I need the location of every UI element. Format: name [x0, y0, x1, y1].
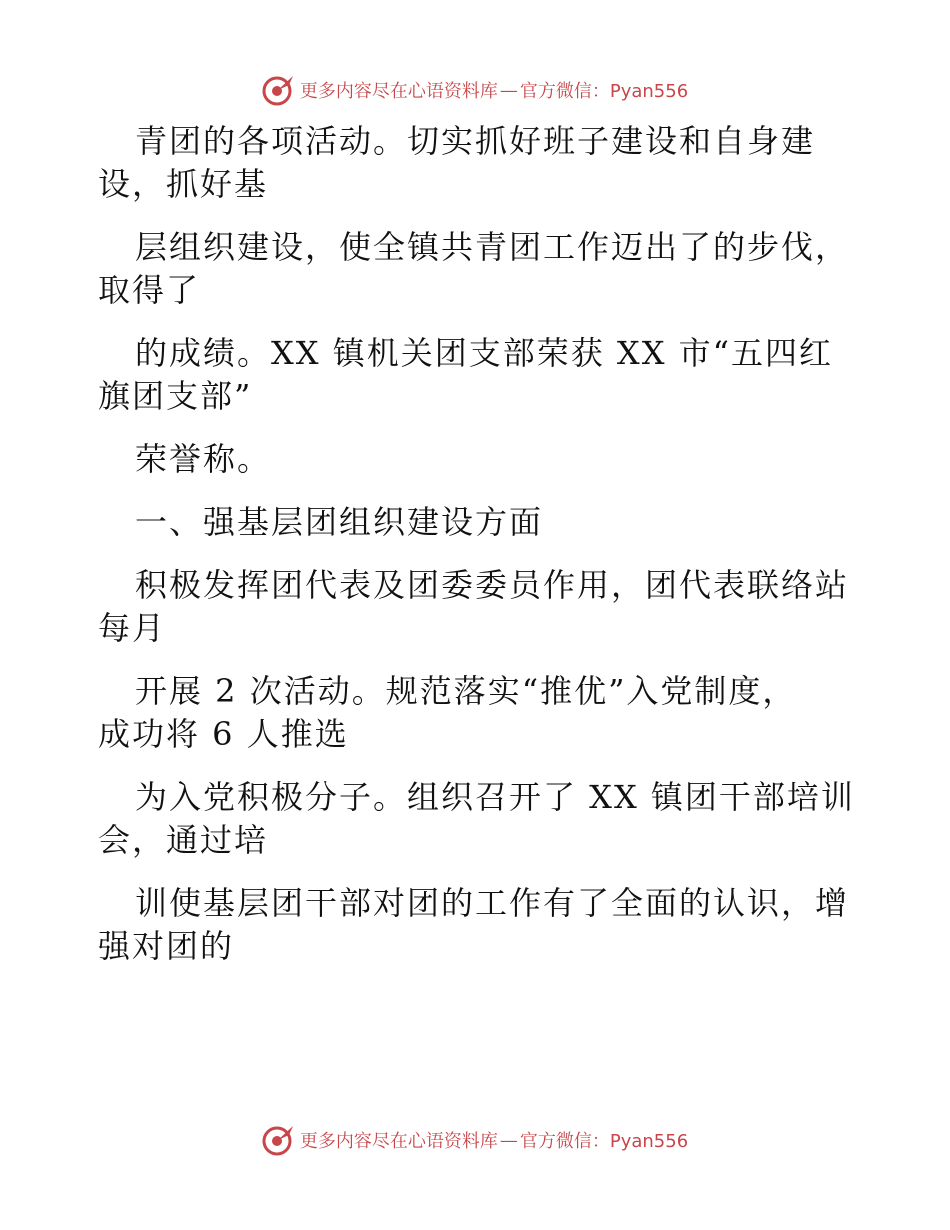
header-brand-text: 更多内容尽在心语资料库 [299, 81, 498, 102]
body-line-12: 成功将 6 人推选 [98, 715, 349, 753]
body-line-11: 开展 2 次活动。规范落实“推优”入党制度， [135, 672, 797, 710]
body-line-13: 为入党积极分子。组织召开了 XX 镇团干部培训 [135, 778, 855, 816]
body-line-3: 层组织建设，使全镇共青团工作迈出了的步伐， [135, 228, 850, 266]
header-contact-text: 官方微信：Pyan556 [519, 81, 689, 102]
body-line-10: 每月 [98, 609, 167, 647]
section-heading: 一、强基层团组织建设方面 [135, 503, 544, 541]
body-line-5: 的成绩。XX 镇机关团支部荣获 XX 市“五四红 [135, 334, 834, 372]
body-line-4: 取得了 [98, 271, 201, 309]
header-watermark [0, 70, 950, 110]
footer-separator: — [499, 1129, 518, 1151]
footer-watermark [0, 1120, 950, 1160]
quill-logo-icon [262, 73, 296, 107]
footer-contact-text: 官方微信：Pyan556 [519, 1131, 689, 1152]
footer-brand-text: 更多内容尽在心语资料库 [299, 1131, 498, 1152]
body-line-9: 积极发挥团代表及团委委员作用，团代表联络站 [135, 566, 850, 604]
body-line-1: 青团的各项活动。切实抓好班子建设和自身建 [135, 122, 816, 160]
header-separator: — [499, 79, 518, 101]
document-body [98, 120, 868, 968]
body-line-2: 设，抓好基 [98, 165, 269, 203]
body-line-7: 荣誉称。 [135, 440, 272, 478]
body-line-6: 旗团支部” [98, 377, 253, 415]
body-line-16: 强对团的 [98, 927, 235, 965]
quill-logo-icon [262, 1123, 296, 1157]
body-line-14: 会，通过培 [98, 821, 269, 859]
body-line-15: 训使基层团干部对团的工作有了全面的认识，增 [135, 884, 850, 922]
